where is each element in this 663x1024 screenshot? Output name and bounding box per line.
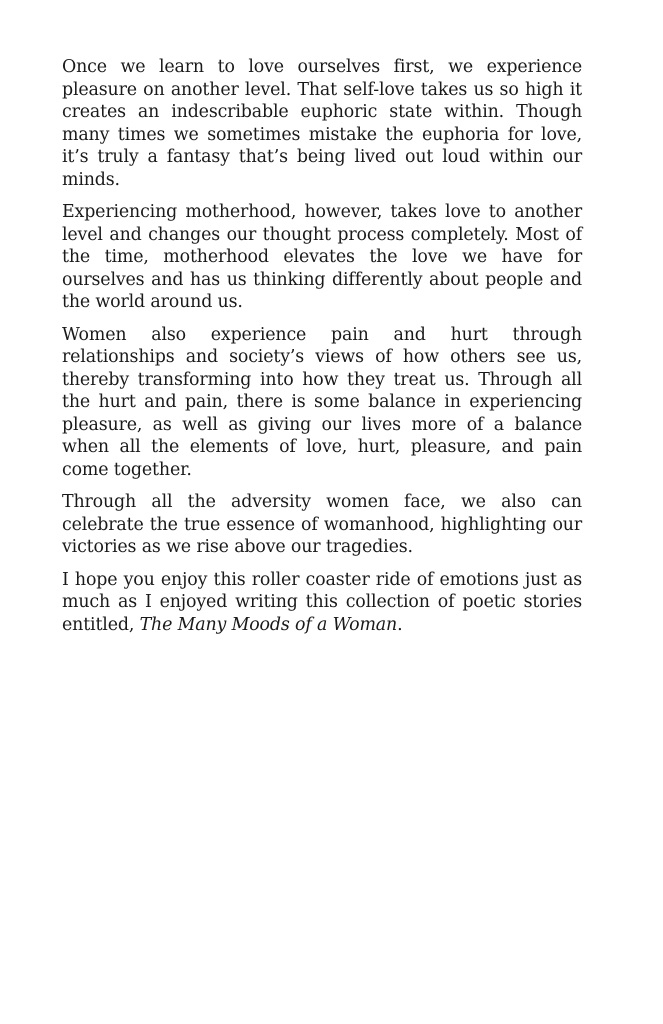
paragraph-1: Once we learn to love ourselves first, we experience pleasure on another level. That self-love takes us so high it creates an indescribable euphoric state within. Though many times we sometimes mistake the euphoria for love, it’s truly a fantasy that’s being lived out loud within our minds. — [62, 57, 582, 190]
closing-text: I hope you enjoy this roller coaster ride of emotions just as much as I enjoyed writing this collection of poetic stories entitled, — [62, 569, 582, 635]
paragraph-2: Experiencing motherhood, however, takes love to another level and changes our thought process completely. Most of the time, motherhood elevates the love we have for ourselves and has us thinking differently about people and the world around us. — [62, 202, 582, 312]
paragraph-5 — [62, 569, 582, 637]
page-body — [62, 56, 582, 646]
paragraph-4: Through all the adversity women face, we also can celebrate the true essence of womanhood, highlighting our victories as we rise above our tragedies. — [62, 492, 582, 557]
closing-end: . — [397, 614, 403, 635]
book-title: The Many Moods of a Woman — [139, 614, 398, 635]
paragraph-3: Women also experience pain and hurt through relationships and society’s views of how others see us, thereby transforming into how they treat us. Through all the hurt and pain, there is some balance in experiencing pleasure, as well as giving our lives more of a balance when all the elements of love, hurt, pleasure, and pain come together. — [62, 324, 582, 480]
